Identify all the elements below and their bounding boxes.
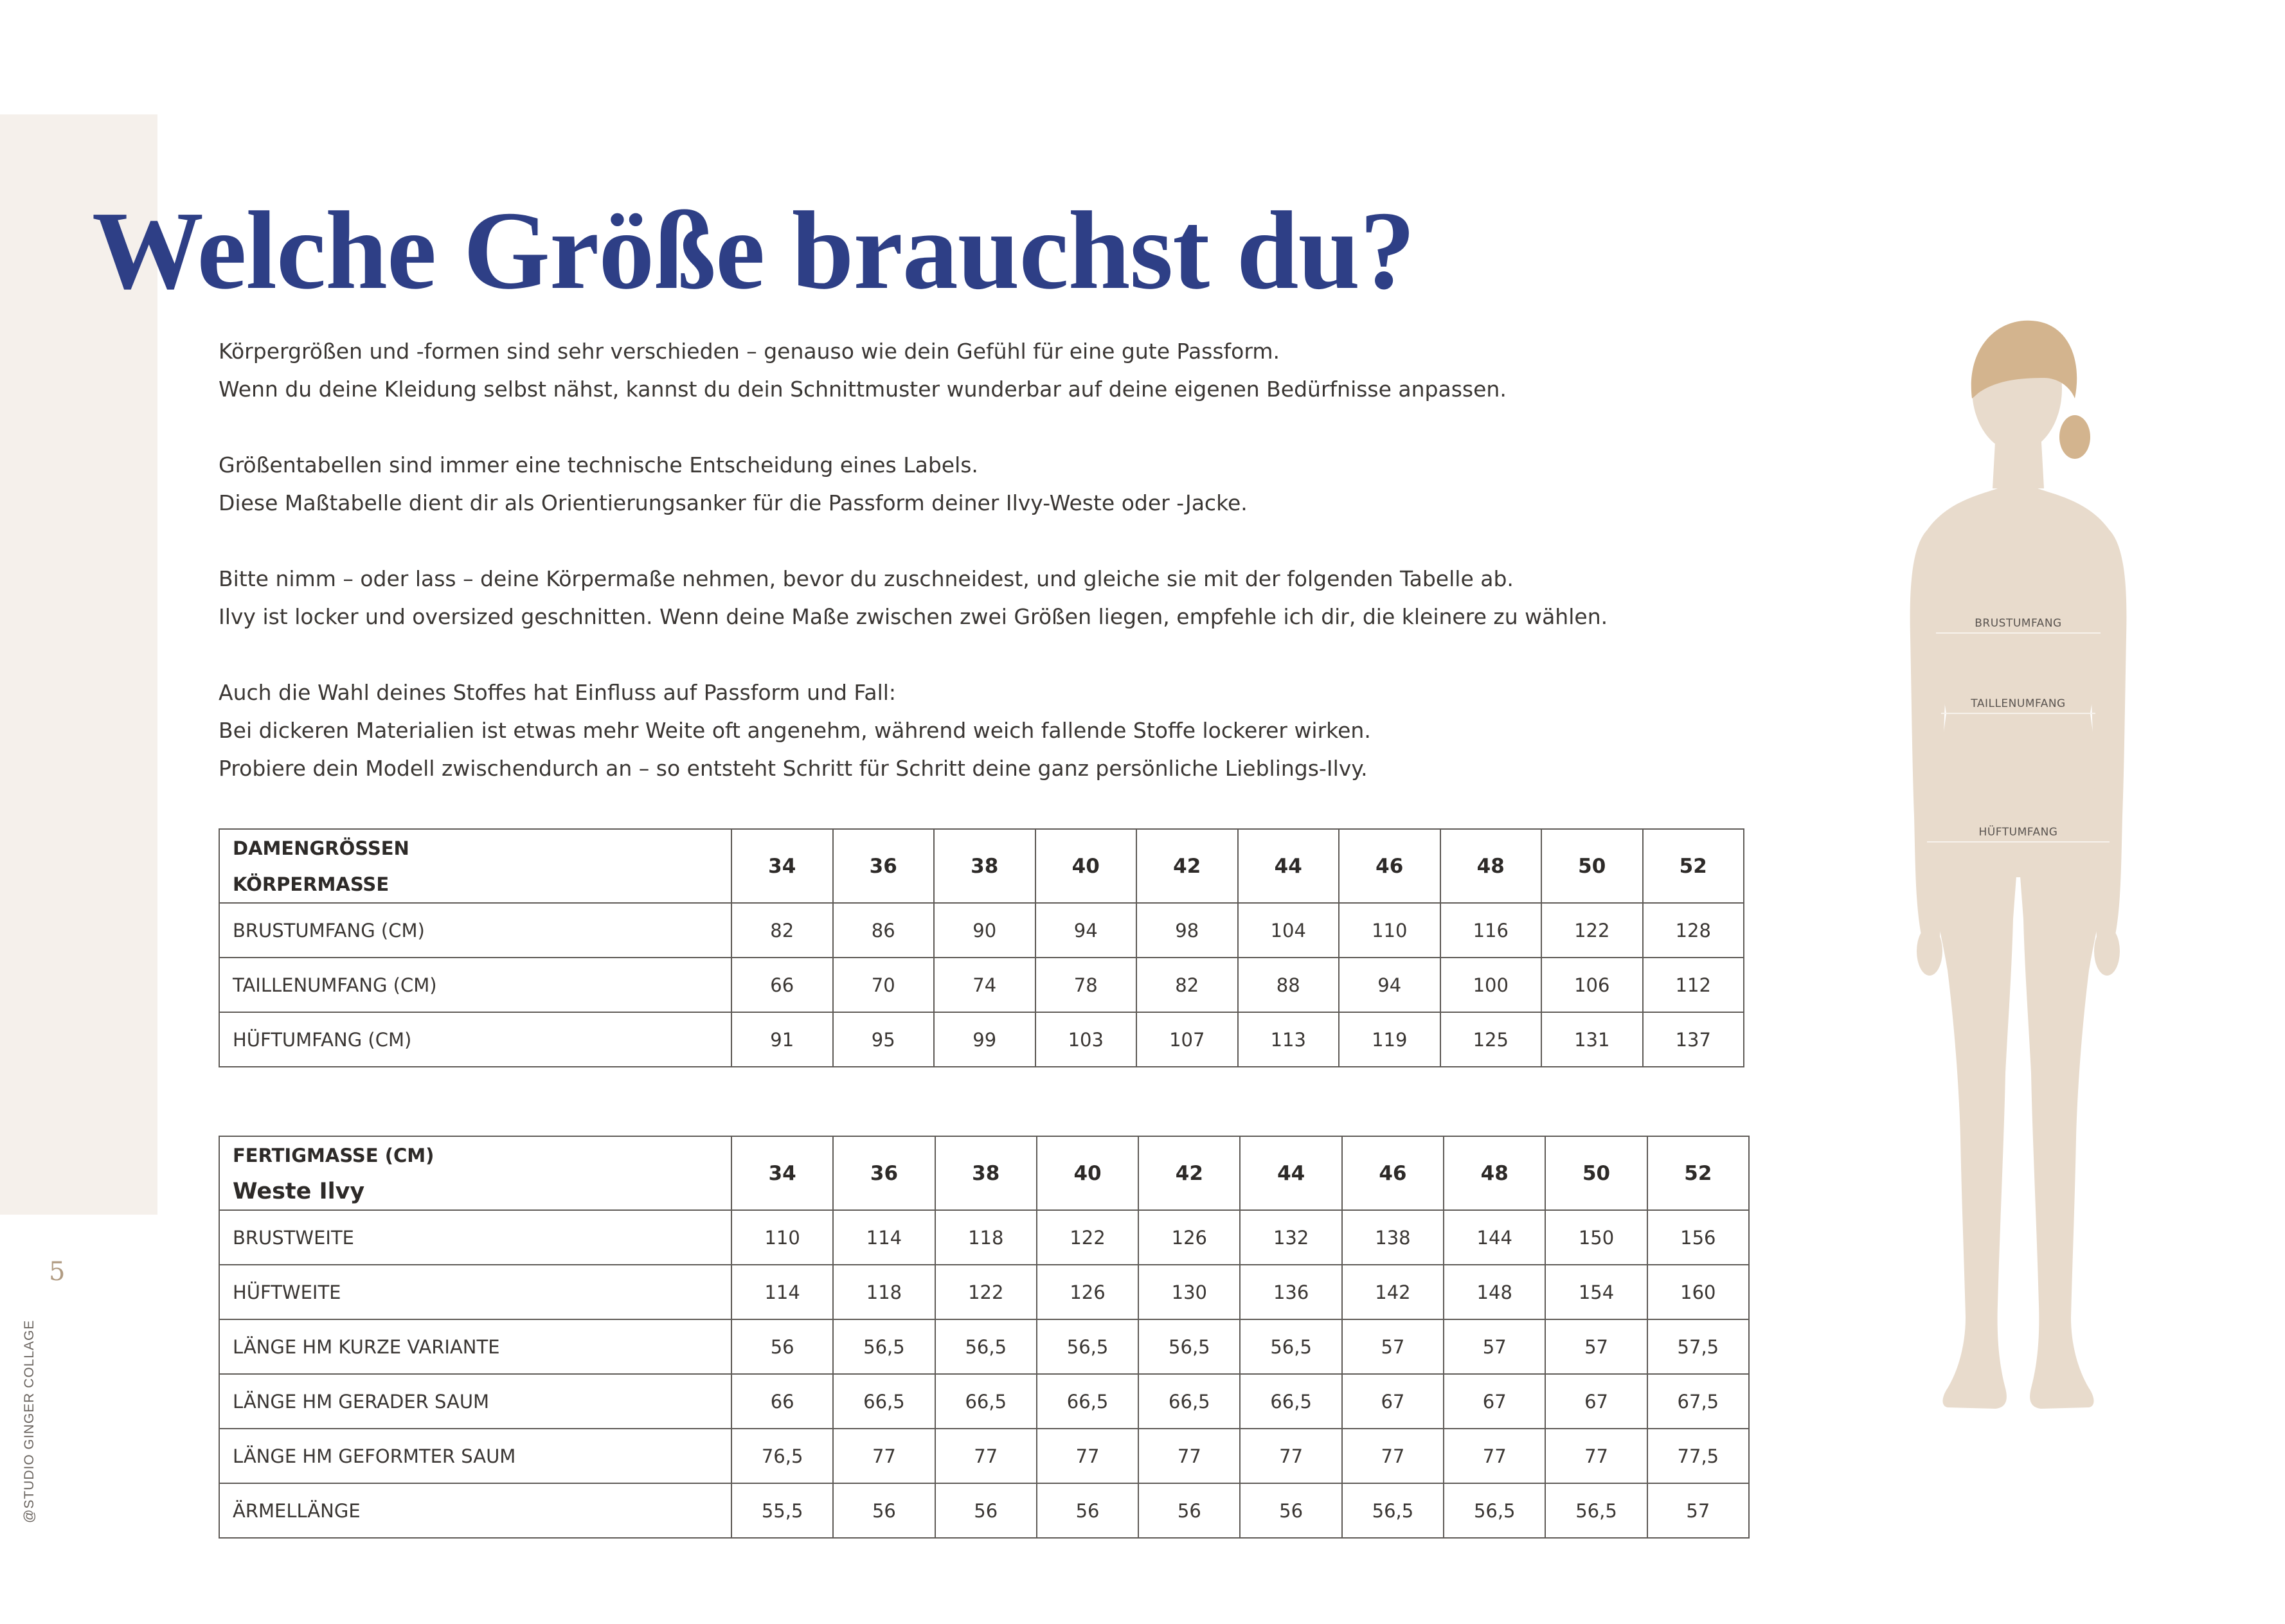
table-cell: 77 — [1545, 1429, 1647, 1483]
table-cell: 66 — [731, 1374, 833, 1429]
table-cell: 77 — [1037, 1429, 1138, 1483]
table-cell: 106 — [1541, 958, 1643, 1012]
table-cell: 56,5 — [833, 1319, 935, 1374]
table-cell: 56,5 — [935, 1319, 1037, 1374]
table-cell: 128 — [1643, 903, 1744, 958]
table-cell: 57 — [1444, 1319, 1545, 1374]
size-header: 44 — [1238, 829, 1340, 903]
finished-measurements-table — [219, 1136, 1750, 1539]
figure-right-hand — [2094, 927, 2120, 976]
table-row — [219, 958, 1744, 1012]
size-header: 40 — [1037, 1136, 1138, 1210]
table-cell: 131 — [1541, 1012, 1643, 1067]
table-cell: 66,5 — [1037, 1374, 1138, 1429]
table-cell: 78 — [1035, 958, 1137, 1012]
table-cell: 56,5 — [1342, 1483, 1444, 1538]
size-header: 34 — [731, 829, 833, 903]
table-cell: 110 — [1339, 903, 1440, 958]
table-cell: 57 — [1647, 1483, 1749, 1538]
table-row — [219, 1012, 1744, 1067]
table-cell: 77 — [935, 1429, 1037, 1483]
table-cell: 77 — [1240, 1429, 1341, 1483]
table-row — [219, 1483, 1749, 1538]
table-cell: 137 — [1643, 1012, 1744, 1067]
intro-paragraph — [219, 560, 1697, 636]
table-cell: 56,5 — [1138, 1319, 1240, 1374]
table-cell: 67 — [1545, 1374, 1647, 1429]
table-cell: 86 — [833, 903, 935, 958]
table-cell: 148 — [1444, 1265, 1545, 1319]
table-cell: 56 — [1138, 1483, 1240, 1538]
table-cell: 55,5 — [731, 1483, 833, 1538]
table-cell: 56 — [935, 1483, 1037, 1538]
size-header: 52 — [1643, 829, 1744, 903]
table-cell: 136 — [1240, 1265, 1341, 1319]
table-cell: 76,5 — [731, 1429, 833, 1483]
page-title: Welche Größe brauchst du? — [92, 188, 1415, 312]
size-header: 50 — [1545, 1136, 1647, 1210]
table-cell: 94 — [1339, 958, 1440, 1012]
table-cell: 130 — [1138, 1265, 1240, 1319]
table-cell: 66,5 — [1240, 1374, 1341, 1429]
table-row — [219, 1265, 1749, 1319]
table-cell: 154 — [1545, 1265, 1647, 1319]
table-cell: 125 — [1440, 1012, 1542, 1067]
table-row — [219, 1319, 1749, 1374]
table-cell: 98 — [1136, 903, 1238, 958]
table-cell: 116 — [1440, 903, 1542, 958]
table-cell: 132 — [1240, 1210, 1341, 1265]
table-cell: 118 — [935, 1210, 1037, 1265]
body-measurements-table — [219, 828, 1744, 1067]
page-number: 5 — [49, 1257, 66, 1287]
row-label: TAILLENUMFANG (CM) — [219, 958, 731, 1012]
header-line: DAMENGRÖSSEN — [233, 837, 409, 859]
table-cell: 56,5 — [1240, 1319, 1341, 1374]
table-cell: 160 — [1647, 1265, 1749, 1319]
intro-paragraph — [219, 332, 1697, 408]
intro-paragraph — [219, 446, 1697, 522]
table-cell: 113 — [1238, 1012, 1340, 1067]
table-cell: 150 — [1545, 1210, 1647, 1265]
row-label: LÄNGE HM KURZE VARIANTE — [219, 1319, 731, 1374]
table-cell: 126 — [1138, 1210, 1240, 1265]
table-cell: 67,5 — [1647, 1374, 1749, 1429]
table-cell: 74 — [934, 958, 1035, 1012]
table-cell: 122 — [1541, 903, 1643, 958]
figure-torso — [1922, 488, 2114, 877]
bust-label: BRUSTUMFANG — [1975, 617, 2062, 630]
table-cell: 77 — [1342, 1429, 1444, 1483]
size-header: 36 — [833, 1136, 935, 1210]
size-header: 46 — [1342, 1136, 1444, 1210]
header-line: KÖRPERMASSE — [233, 873, 390, 895]
table-cell: 94 — [1035, 903, 1137, 958]
row-label: HÜFTUMFANG (CM) — [219, 1012, 731, 1067]
header-line: FERTIGMASSE (CM) — [233, 1144, 435, 1166]
table-cell: 138 — [1342, 1210, 1444, 1265]
row-label: LÄNGE HM GERADER SAUM — [219, 1374, 731, 1429]
table-cell: 77 — [833, 1429, 935, 1483]
intro-line: Größentabellen sind immer eine technische Entscheidung eines Labels. — [219, 452, 978, 477]
table-cell: 77 — [1138, 1429, 1240, 1483]
size-header: 38 — [934, 829, 1035, 903]
size-header: 50 — [1541, 829, 1643, 903]
table-cell: 82 — [731, 903, 833, 958]
table-cell: 57 — [1342, 1319, 1444, 1374]
table-row — [219, 1210, 1749, 1265]
table-cell: 77 — [1444, 1429, 1545, 1483]
table-cell: 66 — [731, 958, 833, 1012]
table-cell: 103 — [1035, 1012, 1137, 1067]
table-cell: 57 — [1545, 1319, 1647, 1374]
hip-label: HÜFTUMFANG — [1978, 826, 2058, 839]
table-cell: 95 — [833, 1012, 935, 1067]
intro-line: Bei dickeren Materialien ist etwas mehr Weite oft angenehm, während weich fallende Stoffe lockerer wirken. — [219, 718, 1371, 743]
table-cell: 57,5 — [1647, 1319, 1749, 1374]
table-cell: 122 — [1037, 1210, 1138, 1265]
row-label: ÄRMELLÄNGE — [219, 1483, 731, 1538]
intro-line: Ilvy ist locker und oversized geschnitten. Wenn deine Maße zwischen zwei Größen liegen, empfehle ich dir, die kleinere zu wählen. — [219, 604, 1608, 629]
table-header-row — [219, 829, 1744, 903]
figure-hair-bun — [2059, 415, 2090, 459]
table-cell: 77,5 — [1647, 1429, 1749, 1483]
table-cell: 112 — [1643, 958, 1744, 1012]
table-cell: 114 — [731, 1265, 833, 1319]
intro-line: Wenn du deine Kleidung selbst nähst, kannst du dein Schnittmuster wunderbar auf deine eigenen Bedürfnisse anpassen. — [219, 377, 1507, 402]
table-cell: 56 — [1240, 1483, 1341, 1538]
table-cell: 122 — [935, 1265, 1037, 1319]
table-row — [219, 1374, 1749, 1429]
size-header: 34 — [731, 1136, 833, 1210]
table-cell: 67 — [1444, 1374, 1545, 1429]
table-cell: 144 — [1444, 1210, 1545, 1265]
intro-paragraph — [219, 674, 1697, 787]
intro-line: Probiere dein Modell zwischendurch an – so entsteht Schritt für Schritt deine ganz persönliche Lieblings-Ilvy. — [219, 756, 1368, 781]
table-header-row — [219, 1136, 1749, 1210]
table-header-label — [219, 1136, 731, 1210]
table-cell: 56,5 — [1444, 1483, 1545, 1538]
table-cell: 142 — [1342, 1265, 1444, 1319]
size-header: 44 — [1240, 1136, 1341, 1210]
size-header: 48 — [1444, 1136, 1545, 1210]
table-cell: 66,5 — [833, 1374, 935, 1429]
row-label: HÜFTWEITE — [219, 1265, 731, 1319]
table-cell: 90 — [934, 903, 1035, 958]
table-cell: 66,5 — [1138, 1374, 1240, 1429]
table-row — [219, 903, 1744, 958]
intro-line: Diese Maßtabelle dient dir als Orientierungsanker für die Passform deiner Ilvy-Weste oder -Jacke. — [219, 490, 1248, 515]
size-header: 38 — [935, 1136, 1037, 1210]
table-cell: 114 — [833, 1210, 935, 1265]
size-header: 48 — [1440, 829, 1542, 903]
row-label: BRUSTUMFANG (CM) — [219, 903, 731, 958]
size-header: 36 — [833, 829, 935, 903]
table-cell: 126 — [1037, 1265, 1138, 1319]
table-cell: 107 — [1136, 1012, 1238, 1067]
table-cell: 56,5 — [1545, 1483, 1647, 1538]
header-line: Weste Ilvy — [233, 1178, 365, 1204]
table-cell: 66,5 — [935, 1374, 1037, 1429]
size-header: 42 — [1136, 829, 1238, 903]
table-cell: 118 — [833, 1265, 935, 1319]
table-cell: 56 — [833, 1483, 935, 1538]
intro-line: Körpergrößen und -formen sind sehr verschieden – genauso wie dein Gefühl für eine gute Passform. — [219, 339, 1280, 364]
row-label: LÄNGE HM GEFORMTER SAUM — [219, 1429, 731, 1483]
size-header: 52 — [1647, 1136, 1749, 1210]
table-cell: 99 — [934, 1012, 1035, 1067]
table-cell: 119 — [1339, 1012, 1440, 1067]
table-cell: 104 — [1238, 903, 1340, 958]
table-cell: 70 — [833, 958, 935, 1012]
figure-left-hand — [1917, 927, 1942, 976]
table-cell: 91 — [731, 1012, 833, 1067]
waist-label: TAILLENUMFANG — [1971, 697, 2066, 710]
intro-text — [219, 332, 1697, 787]
table-cell: 88 — [1238, 958, 1340, 1012]
intro-line: Bitte nimm – oder lass – deine Körpermaße nehmen, bevor du zuschneidest, und gleiche sie mit der folgenden Tabelle ab. — [219, 566, 1514, 591]
table-header-label — [219, 829, 731, 903]
size-header: 40 — [1035, 829, 1137, 903]
table-cell: 82 — [1136, 958, 1238, 1012]
side-credit: @STUDIO GINGER COLLAGE — [22, 1319, 37, 1523]
row-label: BRUSTWEITE — [219, 1210, 731, 1265]
table-cell: 110 — [731, 1210, 833, 1265]
table-cell: 100 — [1440, 958, 1542, 1012]
table-cell: 156 — [1647, 1210, 1749, 1265]
body-silhouette-icon — [1851, 302, 2185, 1472]
size-header: 42 — [1138, 1136, 1240, 1210]
table-cell: 56,5 — [1037, 1319, 1138, 1374]
size-header: 46 — [1339, 829, 1440, 903]
table-cell: 67 — [1342, 1374, 1444, 1429]
table-cell: 56 — [1037, 1483, 1138, 1538]
table-row — [219, 1429, 1749, 1483]
table-cell: 56 — [731, 1319, 833, 1374]
intro-line: Auch die Wahl deines Stoffes hat Einfluss auf Passform und Fall: — [219, 680, 897, 705]
